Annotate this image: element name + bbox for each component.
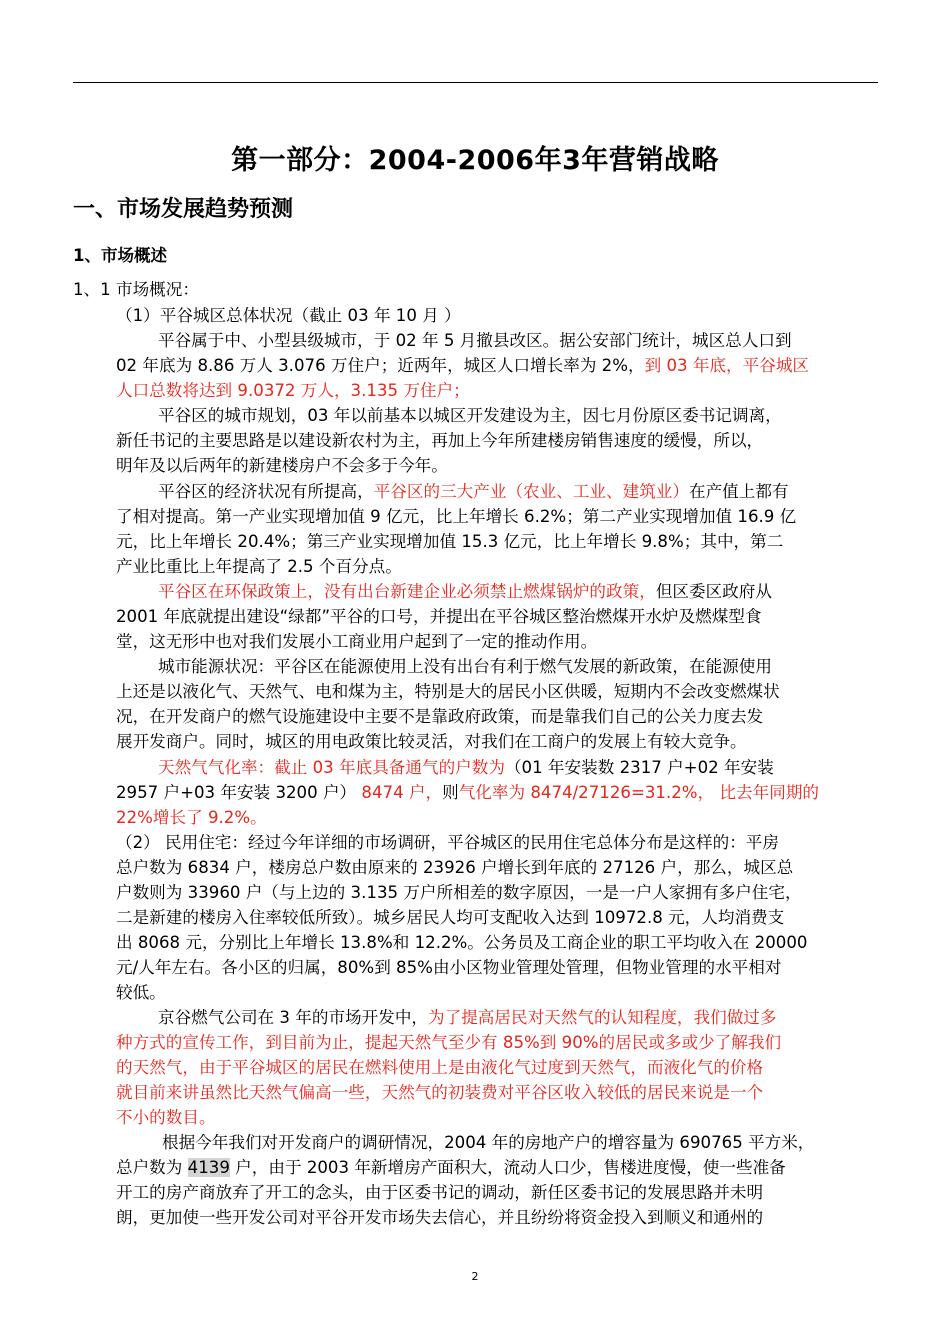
text-line xyxy=(116,705,763,729)
text-span: 平谷区的经济状况有所提高， xyxy=(158,482,374,501)
text-span: （2） 民用住宅：经过今年详细的市场调研，平谷城区的民用住宅总体分布是这样的：平房 xyxy=(116,833,779,852)
text-span: 产业比重比上年提高了 2.5 个百分点。 xyxy=(116,557,402,576)
text-line xyxy=(73,278,199,302)
text-line xyxy=(116,354,809,378)
header-rule xyxy=(73,82,878,83)
text-span: 了相对提高。第一产业实现增加值 9 亿元，比上年增长 6.2%；第二产业实现增加值 16.9 亿 xyxy=(116,507,797,526)
section-heading: 一、市场发展趋势预测 xyxy=(73,197,294,222)
text-line xyxy=(116,881,802,905)
text-line xyxy=(116,1206,763,1230)
text-span: 2957 户+03 年安装 3200 户） xyxy=(116,783,357,802)
text-span: 开工的房产商放弃了开工的念头，由于区委书记的调动，新任区委书记的发展思路并未明 xyxy=(116,1183,764,1202)
text-span: 上还是以液化气、天然气、电和煤为主，特别是大的居民小区供暖，短期内不会改变燃煤状 xyxy=(116,682,780,701)
text-line xyxy=(116,931,807,955)
text-line xyxy=(116,856,793,880)
text-line xyxy=(116,605,761,629)
text-span: （1）平谷城区总体状况（截止 03 年 10 月 ） xyxy=(116,306,461,325)
text-span: 元/人年左右。各小区的归属，80%到 85%由小区物业管理处管理，但物业管理的水平相对 xyxy=(116,958,782,977)
text-line xyxy=(116,505,796,529)
text-span: 堂，这无形中也对我们发展小工商业用户起到了一定的推动作用。 xyxy=(116,632,598,651)
text-line xyxy=(116,781,819,805)
text-line xyxy=(116,981,166,1005)
text-line xyxy=(158,756,774,780)
text-span: 城市能源状况：平谷区在能源使用上没有出台有利于燃气发展的新政策，在能源使用 xyxy=(158,657,772,676)
red-text-span: 就目前来讲虽然比天然气偏高一些，天然气的初装费对平谷区收入较低的居民来说是一个 xyxy=(116,1083,764,1102)
red-text-span: 平谷区在环保政策上，没有出台新建企业必须禁止燃煤锅炉的政策， xyxy=(158,582,656,601)
text-line xyxy=(116,806,267,830)
text-line xyxy=(158,480,789,504)
text-span: 但区委区政府从 xyxy=(655,582,772,601)
text-span: 二是新建的楼房入住率较低所致）。城乡居民人均可支配收入达到 10972.8 元，人均消费支 xyxy=(116,908,785,927)
text-line xyxy=(116,379,470,403)
text-span: 新任书记的主要思路是以建设新农村为主，再加上今年所建楼房销售速度的缓慢，所以， xyxy=(116,431,764,450)
red-text-span: 人口总数将达到 9.0372 万人，3.135 万住户； xyxy=(116,381,470,400)
text-line xyxy=(116,831,779,855)
text-line xyxy=(158,655,772,679)
text-line xyxy=(116,1181,763,1205)
text-line xyxy=(116,1156,786,1180)
text-line xyxy=(116,1056,763,1080)
red-text-span: 的天然气，由于平谷城区的居民在燃料使用上是由液化气过度到天然气，而液化气的价格 xyxy=(116,1058,764,1077)
text-span: （01 年安装数 2317 户+02 年安装 xyxy=(504,758,774,777)
text-line xyxy=(116,304,461,328)
red-text-span: 不小的数目。 xyxy=(116,1108,216,1127)
text-line xyxy=(116,530,783,554)
red-text-span: 气化率为 8474/27126=31.2%， xyxy=(458,783,715,802)
text-span: 京谷燃气公司在 3 年的市场开发中， xyxy=(158,1008,429,1027)
red-text-span: 到 03 年底，平谷城区 xyxy=(644,356,810,375)
text-span: 展开发商户。同时，城区的用电政策比较灵活，对我们在工商户的发展上有较大竞争。 xyxy=(116,732,747,751)
text-span: 2001 年底就提出建设“绿都”平谷的口号，并提出在平谷城区整治燃煤开水炉及燃煤型食 xyxy=(116,607,762,626)
text-line xyxy=(116,1031,781,1055)
text-span: 平谷区的城市规划，03 年以前基本以城区开发建设为主，因七月份原区委书记调离， xyxy=(158,406,782,425)
text-span: 较低。 xyxy=(116,983,166,1002)
red-text-span: 平谷区的三大产业（农业、工业、建筑业） xyxy=(373,482,689,501)
text-span: 在产值上都有 xyxy=(689,482,789,501)
text-line xyxy=(158,1006,776,1030)
text-line xyxy=(116,429,763,453)
text-line xyxy=(162,1131,814,1155)
text-line xyxy=(116,680,780,704)
text-span: 明年及以后两年的新建楼房户不会多于今年。 xyxy=(116,456,448,475)
text-line xyxy=(116,1081,763,1105)
page-title: 第一部分：2004-2006年3年营销战略 xyxy=(231,145,719,176)
red-text-span: 为了提高居民对天然气的认知程度，我们做过多 xyxy=(428,1008,777,1027)
text-span: 况，在开发商户的燃气设施建设中主要不是靠政府政策，而是靠我们自己的公关力度去发 xyxy=(116,707,764,726)
text-span: 02 年底为 8.86 万人 3.076 万住户；近两年，城区人口增长率为 2%， xyxy=(116,356,645,375)
text-line xyxy=(116,555,402,579)
text-line xyxy=(116,956,781,980)
text-span: 元，比上年增长 20.4%；第三产业实现增加值 15.3 亿元，比上年增长 9.8%；其中，第二 xyxy=(116,532,784,551)
text-line xyxy=(116,906,784,930)
text-line xyxy=(116,1106,216,1130)
text-span: 平谷属于中、小型县级城市，于 02 年 5 月撤县改区。据公安部门统计，城区总人口到 xyxy=(158,331,792,350)
text-span: 总户数为 6834 户，楼房总户数由原来的 23926 户增长到年底的 27126 户，那么，城区总 xyxy=(116,858,794,877)
text-span: 根据今年我们对开发商户的调研情况，2004 年的房地产户的增容量为 690765 平方米， xyxy=(162,1133,815,1152)
subsection-heading: 1、市场概述 xyxy=(73,246,167,265)
text-span: 户数则为 33960 户（与上边的 3.135 万户所相差的数字原因，一是一户人家拥有多户住宅， xyxy=(116,883,802,902)
red-text-span: 22%增长了 9.2%。 xyxy=(116,808,267,827)
text-span: 户，由于 2003 年新增房产面积大，流动人口少，售楼进度慢，使一些准备 xyxy=(229,1158,786,1177)
red-text-span: 天然气气化率：截止 03 年底具备通气的户数为 xyxy=(158,758,505,777)
text-span: 则 xyxy=(442,783,459,802)
text-line xyxy=(158,404,782,428)
page-number: 2 xyxy=(471,1270,479,1283)
text-span: 总户数为 xyxy=(116,1158,188,1177)
text-line xyxy=(116,730,747,754)
text-span: 朗，更加使一些开发公司对平谷开发市场失去信心，并且纷纷将资金投入到顺义和通州的 xyxy=(116,1208,764,1227)
text-span: 出 8068 元，分别比上年增长 13.8%和 12.2%。公务员及工商企业的职工平均收入在 20000 xyxy=(116,933,808,952)
highlighted-text-span: 4139 xyxy=(187,1158,230,1177)
text-span: 1、1 市场概况： xyxy=(73,280,199,299)
text-line xyxy=(116,630,597,654)
text-line xyxy=(158,329,792,353)
text-line xyxy=(158,580,772,604)
red-text-span: 比去年同期的 xyxy=(714,783,820,802)
red-text-span: 8474 户， xyxy=(356,783,443,802)
text-line xyxy=(116,454,448,478)
red-text-span: 种方式的宣传工作，到目前为止，提起天然气至少有 85%到 90%的居民或多或少了解我们 xyxy=(116,1033,782,1052)
